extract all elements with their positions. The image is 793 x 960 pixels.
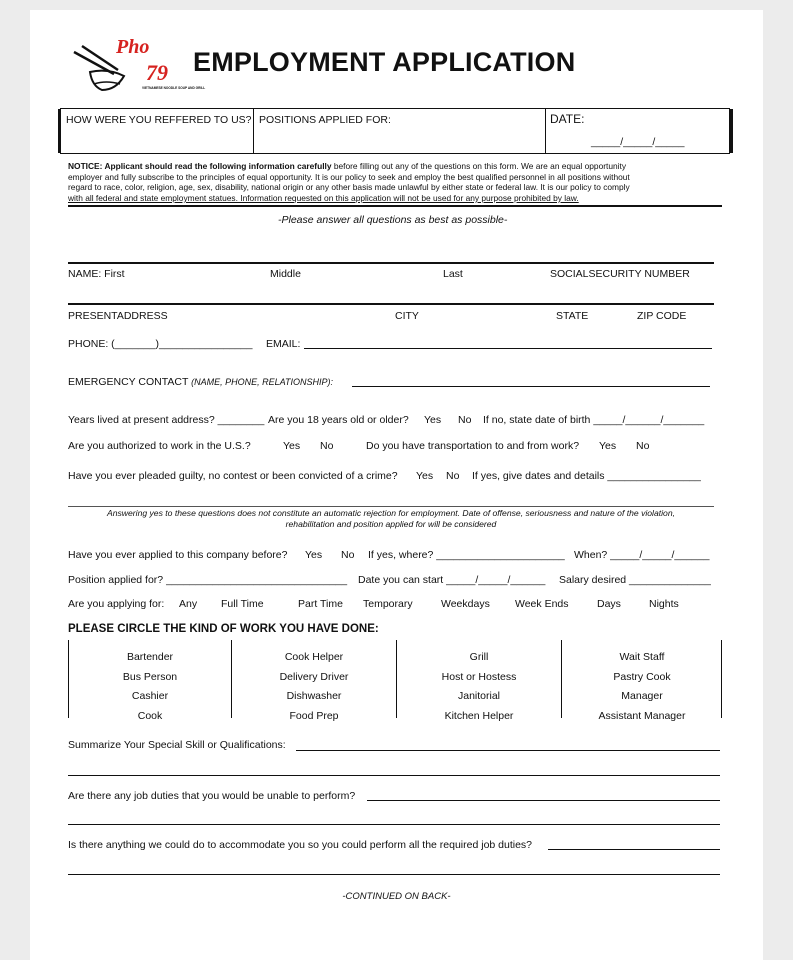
crime-question: Have you ever pleaded guilty, no contest or been convicted of a crime? — [68, 470, 398, 482]
position-applied-field[interactable]: Position applied for? _______________________________ — [68, 574, 348, 586]
work-column-4 — [563, 648, 721, 726]
availability-week-ends[interactable]: Week Ends — [515, 598, 569, 610]
work-item[interactable]: Kitchen Helper — [444, 709, 514, 722]
age-no[interactable]: No — [458, 414, 472, 426]
disclaimer-text: Answering yes to these questions does not constitute an automatic rejection for employment. Date of offense, seriousness and nature of the violation, rehabilitation and position applied for will be considered — [107, 508, 675, 529]
transport-yes[interactable]: Yes — [599, 440, 617, 452]
skills-line-1[interactable] — [296, 750, 720, 751]
skills-question: Summarize Your Special Skill or Qualifications: — [68, 739, 286, 751]
date-field[interactable]: _____/_____/_____ — [591, 136, 685, 148]
application-page — [30, 10, 763, 960]
availability-days[interactable]: Days — [597, 598, 621, 610]
work-item[interactable]: Wait Staff — [619, 651, 665, 663]
work-item[interactable]: Pastry Cook — [613, 670, 671, 683]
work-item[interactable]: Bus Person — [122, 670, 178, 683]
work-heading: PLEASE CIRCLE THE KIND OF WORK YOU HAVE DONE: — [68, 623, 379, 635]
availability-full-time[interactable]: Full Time — [221, 598, 264, 610]
address-field[interactable]: PRESENTADDRESS — [68, 310, 168, 322]
accommodate-question: Is there anything we could do to accommodate you so you could perform all the required job duties? — [68, 839, 533, 851]
work-item[interactable]: Host or Hostess — [441, 670, 517, 683]
availability-part-time[interactable]: Part Time — [298, 598, 343, 610]
applying-for-label: Are you applying for: — [68, 598, 165, 610]
notice-block: NOTICE: Applicant should read the following information carefully before filling out any of the questions on this form. We are an equal opportunity employer and fully subscribe to the principles of equal opportunity. It is our policy to seek and employ the best qualified personnel in all positions without regard to race, color, religion, age, sex, disability, national origin or any other basis made unlawful by either state or federal law. It is our policy to comply with all federal and state employment statues. Information requested on this application will not be used for any purpose prohibited by law. — [68, 161, 630, 203]
transport-question: Do you have transportation to and from work? — [366, 440, 580, 452]
skills-line-2[interactable] — [68, 775, 720, 776]
work-column-1 — [70, 648, 230, 726]
work-item[interactable]: Janitorial — [457, 690, 501, 702]
work-item[interactable]: Bartender — [126, 651, 174, 663]
accommodate-line-1[interactable] — [548, 849, 720, 850]
availability-nights[interactable]: Nights — [649, 598, 679, 610]
work-item[interactable]: Delivery Driver — [279, 670, 349, 683]
unable-line-2[interactable] — [68, 824, 720, 825]
work-item[interactable]: Cashier — [131, 690, 169, 702]
positions-field[interactable]: POSITIONS APPLIED FOR: — [259, 114, 391, 126]
emergency-contact-label: EMERGENCY CONTACT (NAME, PHONE, RELATIONSHIP): — [68, 376, 333, 388]
zip-field[interactable]: ZIP CODE — [637, 310, 687, 322]
age-yes[interactable]: Yes — [424, 414, 442, 426]
notice-bold: NOTICE: Applicant should read the following information carefully — [68, 161, 332, 171]
applied-before-question: Have you ever applied to this company before? — [68, 549, 288, 561]
last-name-field[interactable]: Last — [443, 268, 463, 280]
first-name-field[interactable]: NAME: First — [68, 268, 125, 280]
crime-no[interactable]: No — [446, 470, 460, 482]
date-label: DATE: — [550, 112, 585, 126]
city-field[interactable]: CITY — [395, 310, 419, 322]
phone-field[interactable]: PHONE: (_______)________________ — [68, 338, 253, 350]
authorized-no[interactable]: No — [320, 440, 334, 452]
accommodate-line-2[interactable] — [68, 874, 720, 875]
availability-weekdays[interactable]: Weekdays — [441, 598, 490, 610]
applied-before-yes[interactable]: Yes — [305, 549, 323, 561]
emergency-contact-line[interactable] — [352, 386, 710, 387]
work-item[interactable]: Food Prep — [289, 709, 339, 722]
crime-details-field[interactable]: If yes, give dates and details ________________ — [472, 470, 701, 482]
work-item[interactable]: Dishwasher — [286, 690, 342, 702]
unable-question: Are there any job duties that you would be unable to perform? — [68, 790, 356, 802]
when-field[interactable]: When? _____/_____/______ — [574, 549, 710, 561]
top-info-box — [60, 108, 730, 154]
email-label: EMAIL: — [266, 338, 301, 350]
work-item[interactable]: Manager — [621, 690, 663, 702]
work-column-3 — [398, 648, 560, 726]
authorized-question: Are you authorized to work in the U.S.? — [68, 440, 251, 452]
dob-field[interactable]: If no, state date of birth _____/______/_______ — [483, 414, 705, 426]
salary-field[interactable]: Salary desired ______________ — [559, 574, 711, 586]
instruction-text: -Please answer all questions as best as possible- — [278, 214, 508, 226]
work-item[interactable]: Grill — [469, 651, 489, 663]
availability-any[interactable]: Any — [179, 598, 198, 610]
ssn-field[interactable]: SOCIALSECURITY NUMBER — [550, 268, 690, 280]
availability-temporary[interactable]: Temporary — [363, 598, 413, 610]
work-column-2 — [233, 648, 395, 726]
work-item[interactable]: Cook — [137, 709, 163, 722]
work-grid — [68, 640, 722, 722]
where-field[interactable]: If yes, where? ______________________ — [368, 549, 565, 561]
logo-number: 79 — [146, 60, 168, 85]
logo-word: Pho — [116, 36, 150, 58]
continued-footer: -CONTINUED ON BACK- — [342, 891, 451, 902]
transport-no[interactable]: No — [636, 440, 650, 452]
referred-field[interactable]: HOW WERE YOU REFFERED TO US? — [66, 114, 252, 126]
crime-yes[interactable]: Yes — [416, 470, 434, 482]
years-lived-field[interactable]: Years lived at present address? ________ — [68, 414, 265, 426]
pho79-logo — [68, 36, 206, 98]
work-item[interactable]: Cook Helper — [284, 651, 344, 663]
email-input-line[interactable] — [304, 348, 712, 349]
state-field[interactable]: STATE — [556, 310, 589, 322]
authorized-yes[interactable]: Yes — [283, 440, 301, 452]
logo-tagline: VIETNAMESE NOODLE SOUP AND GRILL — [142, 86, 206, 90]
middle-name-field[interactable]: Middle — [270, 268, 301, 280]
work-item[interactable]: Assistant Manager — [598, 709, 686, 722]
page-title: EMPLOYMENT APPLICATION — [193, 47, 576, 77]
applied-before-no[interactable]: No — [341, 549, 355, 561]
unable-line-1[interactable] — [367, 800, 720, 801]
start-date-field[interactable]: Date you can start _____/_____/______ — [358, 574, 546, 586]
age-question: Are you 18 years old or older? — [268, 414, 409, 426]
